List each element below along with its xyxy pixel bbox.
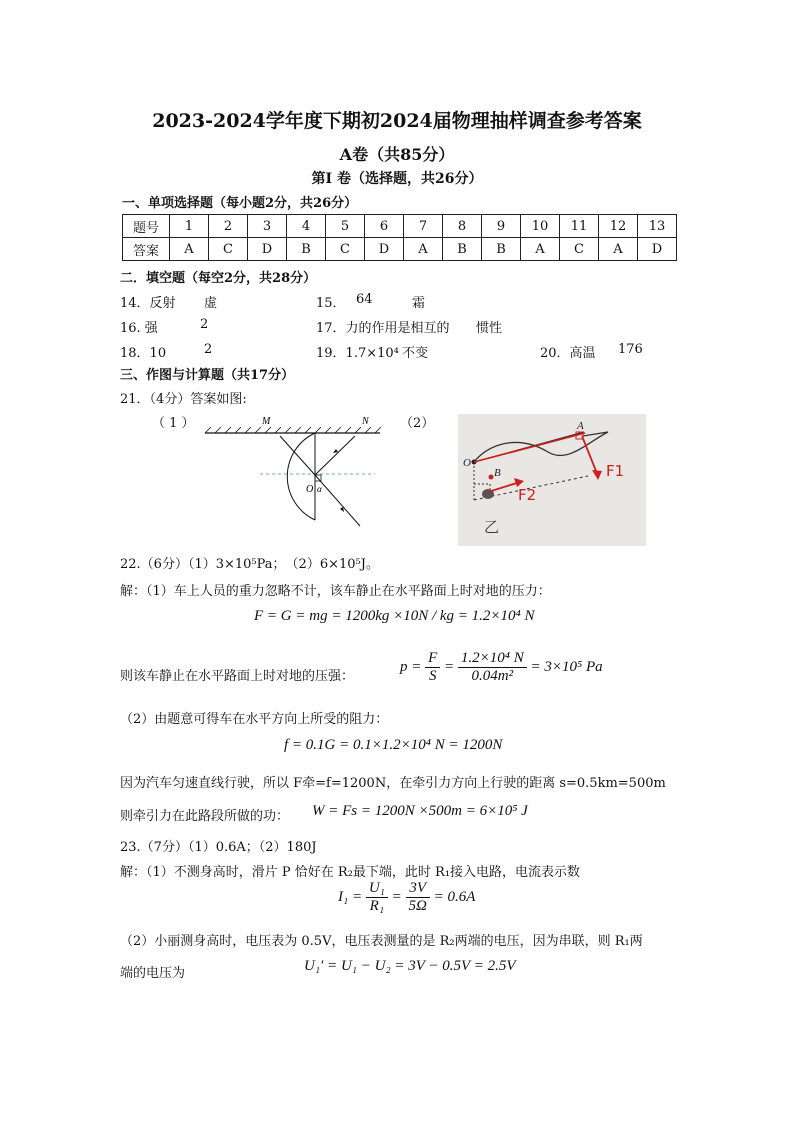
table-cell: D xyxy=(638,238,677,261)
table-cell: A xyxy=(599,238,638,261)
section1-heading: 一、单项选择题（每小题2分，共26分） xyxy=(122,196,358,211)
q22-equation-1: F = G = mg = 1200kg ×10N / kg = 1.2×10⁴ N xyxy=(254,608,535,624)
q23-solution-1: 解：（1）不测身高时，滑片 P 恰好在 R₂最下端，此时 R₁接入电路，电流表示数 xyxy=(120,865,581,880)
label-F1: F1 xyxy=(606,462,625,480)
figure1-light-diagram xyxy=(200,408,390,538)
table-cell: B xyxy=(443,238,482,261)
eq-part: p = xyxy=(400,658,422,675)
table-row xyxy=(123,238,677,261)
q22-equation-3: f = 0.1G = 0.1×1.2×10⁴ N = 1200N xyxy=(284,737,503,753)
figure1-label: （ 1 ） xyxy=(152,416,195,431)
table-cell: D xyxy=(248,238,287,261)
fraction-numerator: 1.2×10⁴ N xyxy=(458,650,527,668)
answer-q20-b: 176 xyxy=(618,342,643,357)
label-O: O xyxy=(463,457,471,469)
table-cell: 8 xyxy=(443,215,482,238)
answer-q14: 14．反射 xyxy=(120,296,176,311)
q22-solution-4: 因为汽车匀速直线行驶，所以 F牵=f=1200N，在牵引力方向上行驶的距离 s=0.5km=500m xyxy=(120,776,666,791)
section2-heading: 二．填空题（每空2分，共28分） xyxy=(120,271,317,286)
refracted-ray xyxy=(315,475,360,526)
table-cell: C xyxy=(560,238,599,261)
document-title: 2023-2024学年度下期初2024届物理抽样调查参考答案 xyxy=(152,110,642,132)
answer-q20: 20．高温 xyxy=(540,346,596,361)
point-B xyxy=(489,475,494,480)
eq-part: = xyxy=(444,658,455,675)
table-cell: B xyxy=(287,238,326,261)
arrow-icon xyxy=(333,449,338,453)
table-cell: 13 xyxy=(638,215,677,238)
answer-q16-b: 2 xyxy=(200,317,209,332)
photo-caption: 乙 xyxy=(484,518,500,536)
part1-heading: 第Ⅰ 卷（选择题，共26分） xyxy=(311,171,483,187)
table-cell: A xyxy=(521,238,560,261)
eq-part: = xyxy=(391,888,402,905)
fraction xyxy=(425,650,440,685)
label-O: O xyxy=(306,484,314,495)
q23-equation-1 xyxy=(338,880,475,915)
answer-q16: 16. 强 xyxy=(120,321,158,336)
q23-heading: 23.（7分）（1）0.6A；（2）180J xyxy=(120,840,317,855)
q23-solution-3: 端的电压为 xyxy=(120,966,186,981)
table-cell: 答案 xyxy=(123,238,170,261)
eq-part: = 3×10⁵ Pa xyxy=(530,658,603,675)
table-cell: 7 xyxy=(404,215,443,238)
answer-q17-b: 惯性 xyxy=(476,321,503,336)
fraction-denominator: 0.04m² xyxy=(471,668,514,684)
table-cell: 12 xyxy=(599,215,638,238)
eq-part: I₁ = xyxy=(338,888,363,905)
table-cell: C xyxy=(326,238,365,261)
answer-q18-b: 2 xyxy=(204,342,213,357)
fraction xyxy=(366,880,388,915)
table-cell: B xyxy=(482,238,521,261)
table-row xyxy=(123,215,677,238)
table-cell: 3 xyxy=(248,215,287,238)
table-cell: 1 xyxy=(170,215,209,238)
eq-part: = 0.6A xyxy=(433,888,476,905)
table-cell: 9 xyxy=(482,215,521,238)
q22-solution-1: 解：（1）车上人员的重力忽略不计，该车静止在水平路面上时对地的压力： xyxy=(120,584,551,599)
table-cell: D xyxy=(365,238,404,261)
table-cell: 10 xyxy=(521,215,560,238)
semicircle-lens xyxy=(287,433,315,520)
section3-heading: 三、作图与计算题（共17分） xyxy=(120,368,295,383)
fraction-denominator: R₁ xyxy=(369,898,385,914)
q23-solution-2: （2）小丽测身高时，电压表为 0.5V，电压表测量的是 R₂两端的电压，因为串联，则 R₁两 xyxy=(120,934,643,949)
fraction-denominator: 5Ω xyxy=(408,898,427,914)
fraction-numerator: 3V xyxy=(406,880,430,898)
fraction-denominator: S xyxy=(428,668,437,684)
q23-equation-2: U₁′ = U₁ − U₂ = 3V − 0.5V = 2.5V xyxy=(304,958,516,974)
label-N: N xyxy=(362,416,369,427)
label-M: M xyxy=(262,416,271,427)
volume-a-heading: A卷（共85分） xyxy=(339,145,455,164)
fraction xyxy=(406,880,430,915)
q21-heading: 21．（4分）答案如图: xyxy=(120,392,247,407)
q22-heading: 22.（6分）（1）3×10⁵Pa； （2）6×10⁵J。 xyxy=(120,557,379,572)
figure2-lever-photo xyxy=(458,414,646,546)
label-alpha: α xyxy=(317,484,322,494)
q22-solution-5: 则牵引力在此路段所做的功： xyxy=(120,809,290,824)
answer-q15: 15． xyxy=(316,296,346,311)
answer-q19-b: 不变 xyxy=(402,346,429,361)
figure2-label: （2） xyxy=(400,416,435,431)
mirror-hatching xyxy=(205,427,381,433)
incident-ray xyxy=(315,436,355,475)
q22-solution-2: 则该车静止在水平路面上时对地的压强： xyxy=(120,669,355,684)
answer-table xyxy=(122,214,677,261)
answer-q15-b: 霜 xyxy=(412,296,426,311)
table-cell: A xyxy=(404,238,443,261)
fraction-numerator: F xyxy=(425,650,440,668)
table-cell: 2 xyxy=(209,215,248,238)
answer-q18: 18．10 xyxy=(120,346,167,361)
table-cell: C xyxy=(209,238,248,261)
label-B: B xyxy=(494,467,501,479)
table-cell: 4 xyxy=(287,215,326,238)
answer-q17: 17．力的作用是相互的 xyxy=(316,321,450,336)
fraction-numerator: U₁ xyxy=(366,880,388,898)
table-cell: 11 xyxy=(560,215,599,238)
label-A: A xyxy=(577,420,584,432)
table-cell: 6 xyxy=(365,215,404,238)
table-cell: A xyxy=(170,238,209,261)
answer-q19: 19．1.7×10⁴ xyxy=(316,346,399,361)
label-F2: F2 xyxy=(518,486,537,504)
answer-q14-b: 虚 xyxy=(204,296,218,311)
table-cell: 5 xyxy=(326,215,365,238)
q22-equation-4: W = Fs = 1200N ×500m = 6×10⁵ J xyxy=(312,803,528,819)
reflected-ray xyxy=(280,436,315,475)
table-cell: 题号 xyxy=(123,215,170,238)
answer-q15-a: 64 xyxy=(356,292,373,307)
q22-solution-3: （2）由题意可得车在水平方向上所受的阻力： xyxy=(120,712,389,727)
fraction xyxy=(458,650,527,685)
q22-equation-2 xyxy=(400,650,603,685)
